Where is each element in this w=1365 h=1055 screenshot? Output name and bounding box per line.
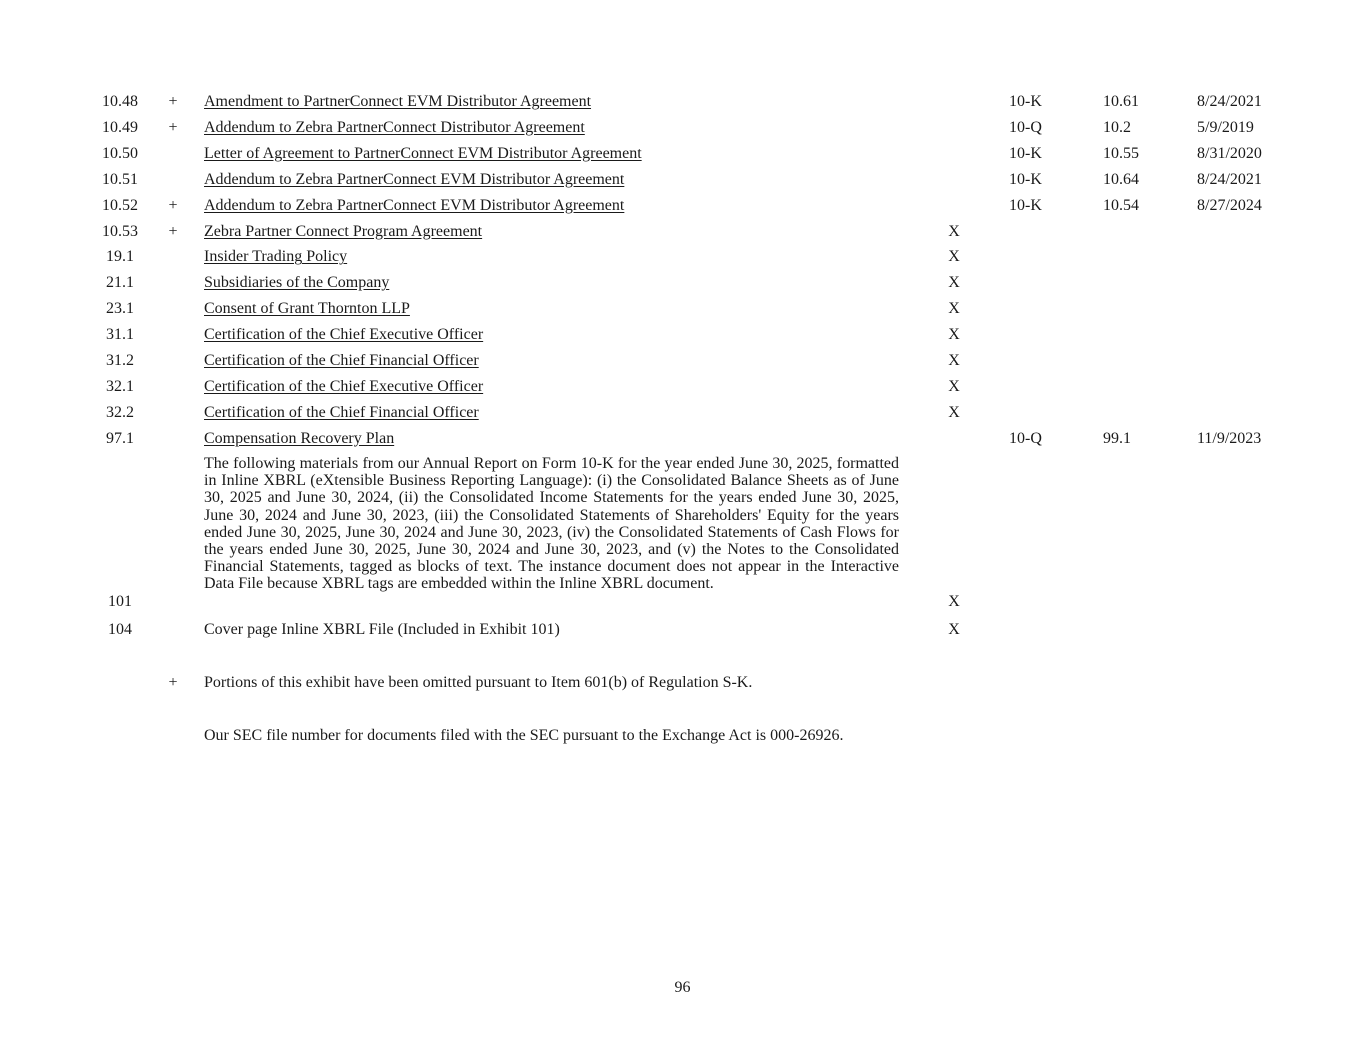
exhibit-description-link[interactable]: Addendum to Zebra PartnerConnect EVM Distributor Agreement <box>204 196 625 214</box>
filing-date: 8/24/2021 <box>1197 170 1262 188</box>
filing-date: 8/24/2021 <box>1197 93 1262 110</box>
confidential-marker: + <box>168 196 178 214</box>
exhibit-number: 10.50 <box>102 144 138 162</box>
table-row <box>0 273 1365 299</box>
exhibit-104-filed-mark: X <box>948 621 960 638</box>
exhibit-description-link[interactable]: Addendum to Zebra PartnerConnect Distributor Agreement <box>204 118 585 136</box>
exhibit-description-cell <box>204 429 394 449</box>
exhibit-description-cell <box>204 273 389 293</box>
table-row <box>0 325 1365 351</box>
exhibit-description-link[interactable]: Certification of the Chief Financial Officer <box>204 352 479 369</box>
filed-herewith-mark: X <box>948 300 960 318</box>
filed-herewith-mark: X <box>948 248 960 266</box>
exhibit-description-cell <box>204 403 479 423</box>
filed-herewith-mark: X <box>948 274 960 292</box>
filed-herewith-mark: X <box>948 326 960 344</box>
exhibit-description-cell <box>204 299 410 319</box>
table-row <box>0 196 1365 222</box>
exhibit-number: 21.1 <box>106 274 134 292</box>
exhibit-row-104 <box>0 620 1365 646</box>
exhibit-number: 97.1 <box>106 429 134 447</box>
exhibit-101-description: The following materials from our Annual Report on Form 10-K for the year ended June 30, 2025, formatted in Inline XBRL (eXtensible Business Reporting Language): (i) the Consolidated Balance Sheets as of June 30, 2025 and June 30, 2024, (ii) the Consolidated Income Statements for the years ended June 30, 2025, June 30, 2024 and June 30, 2023, (iii) the Consolidated Statements of Shareholders' Equity for the years ended June 30, 2025, June 30, 2024 and June 30, 2023, (iv) the Consolidated Statements of Cash Flows for the years ended June 30, 2025, June 30, 2024 and June 30, 2023, and (v) the Notes to the Consolidated Financial Statements, tagged as blocks of text. The instance document does not appear in the Interactive Data File because XBRL tags are embedded within the Inline XBRL document. <box>204 455 899 593</box>
exhibit-description-cell <box>204 92 591 112</box>
exhibit-number: 31.2 <box>106 352 134 369</box>
incorporated-exhibit: 99.1 <box>1103 429 1131 447</box>
exhibit-description-cell <box>204 351 479 371</box>
incorporated-form: 10-Q <box>1009 118 1042 136</box>
filing-date: 8/27/2024 <box>1197 196 1262 214</box>
filed-herewith-mark: X <box>948 222 960 240</box>
table-row <box>0 299 1365 325</box>
incorporated-exhibit: 10.61 <box>1103 93 1139 110</box>
filed-herewith-mark: X <box>948 377 960 395</box>
incorporated-form: 10-K <box>1009 196 1042 214</box>
exhibit-number: 10.53 <box>102 222 138 240</box>
table-row <box>0 247 1365 273</box>
exhibit-description-cell <box>204 222 482 242</box>
table-row <box>0 118 1365 144</box>
exhibit-description-link[interactable]: Consent of Grant Thornton LLP <box>204 300 410 318</box>
exhibit-description-link[interactable]: Addendum to Zebra PartnerConnect EVM Distributor Agreement <box>204 170 625 188</box>
incorporated-exhibit: 10.55 <box>1103 144 1139 162</box>
exhibit-number: 32.2 <box>106 403 134 421</box>
incorporated-exhibit: 10.54 <box>1103 196 1139 214</box>
incorporated-form: 10-K <box>1009 144 1042 162</box>
filed-herewith-mark: X <box>948 403 960 421</box>
filed-herewith-mark: X <box>948 352 960 369</box>
exhibit-number: 31.1 <box>106 326 134 344</box>
exhibit-description-cell <box>204 118 585 138</box>
exhibit-101-filed-mark: X <box>948 593 960 610</box>
exhibit-description-link[interactable]: Certification of the Chief Financial Officer <box>204 403 479 421</box>
exhibit-number: 19.1 <box>106 248 134 266</box>
exhibit-number: 32.1 <box>106 377 134 395</box>
exhibit-101-number: 101 <box>108 593 132 610</box>
exhibit-description-cell <box>204 144 642 164</box>
table-row <box>0 377 1365 403</box>
exhibit-description-link[interactable]: Amendment to PartnerConnect EVM Distributor Agreement <box>204 93 592 110</box>
exhibit-104-number: 104 <box>108 621 132 638</box>
filing-date: 8/31/2020 <box>1197 144 1262 162</box>
confidential-marker: + <box>168 118 178 136</box>
table-row <box>0 351 1365 377</box>
exhibit-description-cell <box>204 247 347 267</box>
exhibit-description-cell <box>204 170 624 190</box>
table-row <box>0 429 1365 455</box>
confidential-marker: + <box>168 93 178 110</box>
exhibit-description-link[interactable]: Compensation Recovery Plan <box>204 429 395 447</box>
exhibit-description-link[interactable]: Certification of the Chief Executive Officer <box>204 326 484 344</box>
exhibit-description-link[interactable]: Letter of Agreement to PartnerConnect EVM Distributor Agreement <box>204 144 642 162</box>
exhibit-number: 10.49 <box>102 118 138 136</box>
filing-date: 5/9/2019 <box>1197 118 1254 136</box>
incorporated-exhibit: 10.64 <box>1103 170 1139 188</box>
table-row <box>0 92 1365 118</box>
footnote-text: Portions of this exhibit have been omitted pursuant to Item 601(b) of Regulation S-K. <box>204 674 753 691</box>
exhibit-description-cell <box>204 377 483 397</box>
page-number: 96 <box>674 979 691 996</box>
exhibit-description-link[interactable]: Certification of the Chief Executive Officer <box>204 377 484 395</box>
table-row <box>0 403 1365 429</box>
exhibit-description-link[interactable]: Subsidiaries of the Company <box>204 274 390 292</box>
filing-date: 11/9/2023 <box>1197 429 1262 447</box>
incorporated-form: 10-K <box>1009 93 1042 110</box>
exhibit-number: 23.1 <box>106 300 134 318</box>
incorporated-exhibit: 10.2 <box>1103 118 1131 136</box>
incorporated-form: 10-Q <box>1009 429 1042 447</box>
exhibit-description-cell <box>204 325 483 345</box>
table-row <box>0 222 1365 248</box>
confidential-marker: + <box>168 222 178 240</box>
exhibit-number: 10.52 <box>102 196 138 214</box>
exhibit-number: 10.48 <box>102 93 138 110</box>
exhibit-description-link[interactable]: Zebra Partner Connect Program Agreement <box>204 222 483 240</box>
incorporated-form: 10-K <box>1009 170 1042 188</box>
exhibit-number: 10.51 <box>102 170 138 188</box>
exhibit-description-cell <box>204 196 624 216</box>
sec-file-number-note: Our SEC file number for documents filed with the SEC pursuant to the Exchange Act is 000-26926. <box>204 727 844 744</box>
footnote-symbol: + <box>168 674 178 691</box>
exhibit-104-description: Cover page Inline XBRL File (Included in Exhibit 101) <box>204 621 560 638</box>
table-row <box>0 144 1365 170</box>
exhibit-description-link[interactable]: Insider Trading Policy <box>204 248 348 266</box>
table-row <box>0 170 1365 196</box>
